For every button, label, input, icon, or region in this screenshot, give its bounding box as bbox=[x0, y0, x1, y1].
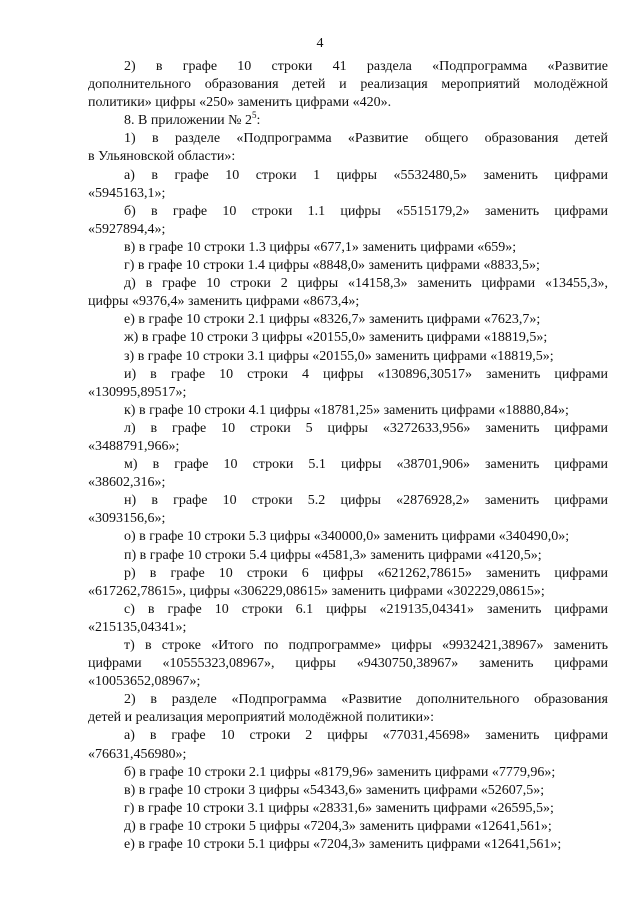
document-body bbox=[88, 58, 608, 854]
text-line: «5945163,1»; bbox=[88, 185, 166, 201]
text-line: в Ульяновской области»: bbox=[88, 149, 236, 165]
text-line: «130995,89517»; bbox=[88, 384, 187, 400]
text-line: л) в графе 10 строки 5 цифры «3272633,956» заменить цифрами bbox=[124, 420, 608, 436]
text-line: а) в графе 10 строки 2 цифры «77031,45698» заменить цифрами bbox=[124, 728, 608, 744]
text-line bbox=[88, 112, 608, 130]
text-line: 2) в разделе «Подпрограмма «Развитие дополнительного образования bbox=[124, 692, 608, 708]
text-line: к) в графе 10 строки 4.1 цифры «18781,25» заменить цифрами «18880,84»; bbox=[124, 402, 569, 418]
text-line-part: 8. В приложении № 2 bbox=[124, 113, 252, 129]
text-line: «38602,316»; bbox=[88, 475, 166, 491]
text-line: а) в графе 10 строки 1 цифры «5532480,5» заменить цифрами bbox=[124, 167, 608, 183]
text-line: цифрами «10555323,08967», цифры «9430750,38967» заменить цифрами bbox=[88, 656, 608, 672]
text-line: и) в графе 10 строки 4 цифры «130896,30517» заменить цифрами bbox=[124, 366, 608, 382]
text-line: 2) в графе 10 строки 41 раздела «Подпрограмма «Развитие bbox=[124, 59, 608, 74]
text-line: «76631,456980»; bbox=[88, 746, 187, 762]
text-line: политики» цифры «250» заменить цифрами «420». bbox=[88, 95, 392, 111]
text-line: о) в графе 10 строки 5.3 цифры «340000,0» заменить цифрами «340490,0»; bbox=[124, 529, 570, 545]
text-line: т) в строке «Итого по подпрограмме» цифры «9932421,38967» заменить bbox=[124, 638, 608, 653]
text-line: д) в графе 10 строки 2 цифры «14158,3» заменить цифрами «13455,3», bbox=[124, 276, 608, 292]
text-line: дополнительного образования детей и реализация мероприятий молодёжной bbox=[88, 77, 608, 93]
text-line: р) в графе 10 строки 6 цифры «621262,78615» заменить цифрами bbox=[124, 565, 608, 581]
text-line: з) в графе 10 строки 3.1 цифры «20155,0» заменить цифрами «18819,5»; bbox=[124, 348, 554, 364]
text-line: «215135,04341»; bbox=[88, 619, 187, 635]
text-line: е) в графе 10 строки 5.1 цифры «7204,3» заменить цифрами «12641,561»; bbox=[124, 837, 562, 853]
text-line: д) в графе 10 строки 5 цифры «7204,3» заменить цифрами «12641,561»; bbox=[124, 818, 552, 834]
text-line: «3488791,966»; bbox=[88, 438, 180, 454]
text-line: «617262,78615», цифры «306229,08615» заменить цифрами «302229,08615»; bbox=[88, 583, 545, 599]
text-line: м) в графе 10 строки 5.1 цифры «38701,906» заменить цифрами bbox=[124, 457, 608, 473]
text-line: г) в графе 10 строки 1.4 цифры «8848,0» заменить цифрами «8833,5»; bbox=[124, 258, 540, 274]
page-number: 4 bbox=[316, 36, 324, 51]
text-line: п) в графе 10 строки 5.4 цифры «4581,3» заменить цифрами «4120,5»; bbox=[124, 547, 542, 563]
text-line: «10053652,08967»; bbox=[88, 674, 201, 690]
text-line: г) в графе 10 строки 3.1 цифры «28331,6» заменить цифрами «26595,5»; bbox=[124, 800, 554, 816]
text-line: б) в графе 10 строки 1.1 цифры «5515179,2» заменить цифрами bbox=[124, 203, 608, 219]
text-line: в) в графе 10 строки 3 цифры «54343,6» заменить цифрами «52607,5»; bbox=[124, 782, 545, 798]
text-line-part: : bbox=[256, 113, 261, 129]
text-line: н) в графе 10 строки 5.2 цифры «2876928,2» заменить цифрами bbox=[124, 493, 608, 509]
text-line: цифры «9376,4» заменить цифрами «8673,4»; bbox=[88, 294, 360, 310]
text-line: е) в графе 10 строки 2.1 цифры «8326,7» заменить цифрами «7623,7»; bbox=[124, 312, 541, 328]
text-line: ж) в графе 10 строки 3 цифры «20155,0» заменить цифрами «18819,5»; bbox=[124, 330, 548, 346]
text-line: б) в графе 10 строки 2.1 цифры «8179,96» заменить цифрами «7779,96»; bbox=[124, 764, 556, 780]
text-line: «3093156,6»; bbox=[88, 511, 166, 527]
text-line: в) в графе 10 строки 1.3 цифры «677,1» заменить цифрами «659»; bbox=[124, 239, 517, 255]
text-line: детей и реализация мероприятий молодёжной политики»: bbox=[88, 710, 434, 726]
superscript: 5 bbox=[252, 110, 257, 121]
text-line: 1) в разделе «Подпрограмма «Развитие общего образования детей bbox=[124, 131, 608, 147]
text-line: «5927894,4»; bbox=[88, 221, 166, 237]
text-line: с) в графе 10 строки 6.1 цифры «219135,04341» заменить цифрами bbox=[124, 601, 608, 617]
